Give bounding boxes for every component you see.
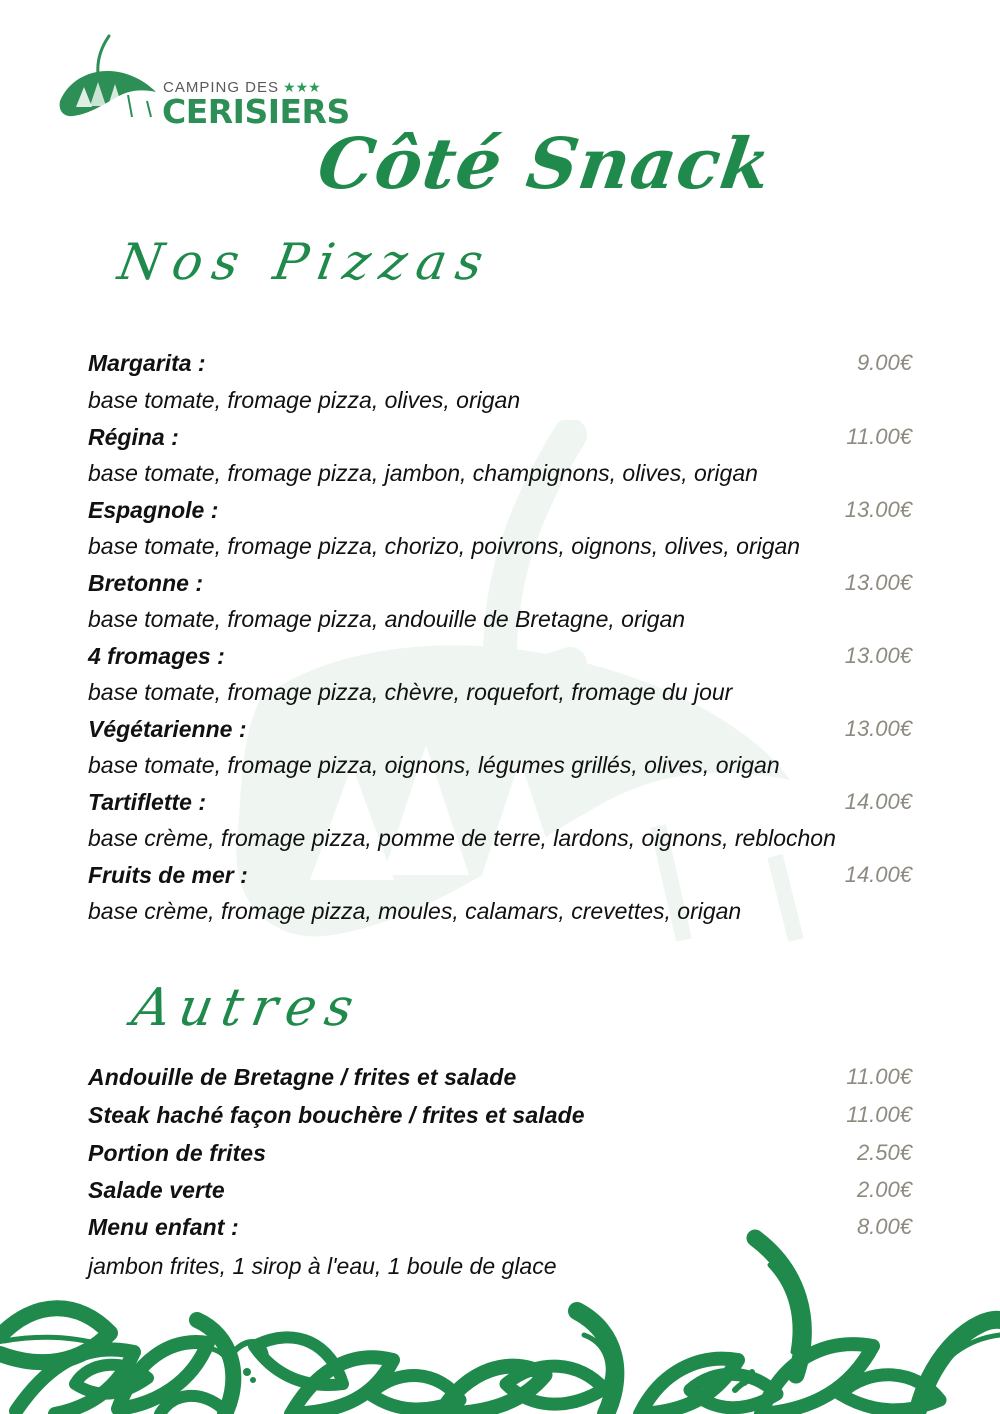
other-item-name: Portion de frites: [88, 1140, 267, 1166]
autres-section-title: Autres: [127, 978, 367, 1038]
pizza-name: Régina :: [88, 424, 179, 450]
pizza-name: Tartiflette :: [88, 789, 206, 815]
pizza-name: Bretonne :: [88, 570, 203, 596]
camping-des-text: CAMPING DES: [163, 79, 280, 96]
other-item-name: Menu enfant :: [88, 1214, 239, 1240]
pizza-name: 4 fromages :: [88, 643, 225, 669]
pizza-price: 9.00€: [856, 350, 912, 375]
pizza-name: Margarita :: [88, 350, 206, 376]
pizza-description: base tomate, fromage pizza, andouille de Bretagne, origan: [88, 606, 686, 632]
rating-stars: ★★★: [283, 79, 321, 95]
pizza-price: 13.00€: [844, 497, 912, 522]
pizza-name: Espagnole :: [88, 497, 219, 523]
pizza-name: Fruits de mer :: [88, 862, 248, 888]
page-title: Côté Snack: [313, 122, 777, 205]
pizza-description: base tomate, fromage pizza, chorizo, poivrons, oignons, olives, origan: [88, 533, 801, 559]
pizza-price: 14.00€: [844, 789, 912, 814]
pizza-description: base tomate, fromage pizza, jambon, champignons, olives, origan: [88, 460, 758, 486]
camping-logo: [52, 34, 362, 134]
pizza-price: 13.00€: [844, 643, 912, 668]
pizza-price: 11.00€: [846, 424, 912, 449]
other-item-price: 11.00€: [846, 1102, 912, 1127]
camping-logo-icon: [52, 34, 162, 129]
other-item-description: jambon frites, 1 sirop à l'eau, 1 boule de glace: [88, 1253, 557, 1279]
pizzas-section-title: Nos Pizzas: [113, 233, 498, 291]
camping-logo-name: CERISIERS: [162, 92, 350, 131]
other-item-name: Steak haché façon bouchère / frites et salade: [88, 1102, 585, 1128]
other-item-price: 8.00€: [856, 1214, 912, 1239]
pizza-description: base tomate, fromage pizza, chèvre, roquefort, fromage du jour: [88, 679, 733, 705]
other-item-name: Salade verte: [88, 1177, 225, 1203]
other-item-price: 2.50€: [856, 1140, 912, 1165]
pizza-description: base crème, fromage pizza, moules, calamars, crevettes, origan: [88, 898, 742, 924]
pizza-description: base tomate, fromage pizza, oignons, légumes grillés, olives, origan: [88, 752, 780, 778]
other-item-price: 11.00€: [846, 1064, 912, 1089]
pizza-price: 13.00€: [844, 716, 912, 741]
other-item-price: 2.00€: [856, 1177, 912, 1202]
pizza-price: 14.00€: [844, 862, 912, 887]
pizza-description: base tomate, fromage pizza, olives, origan: [88, 387, 521, 413]
pizza-name: Végétarienne :: [88, 716, 247, 742]
other-item-name: Andouille de Bretagne / frites et salade: [88, 1064, 517, 1090]
pizza-description: base crème, fromage pizza, pomme de terre, lardons, oignons, reblochon: [88, 825, 836, 851]
pizza-price: 13.00€: [844, 570, 912, 595]
